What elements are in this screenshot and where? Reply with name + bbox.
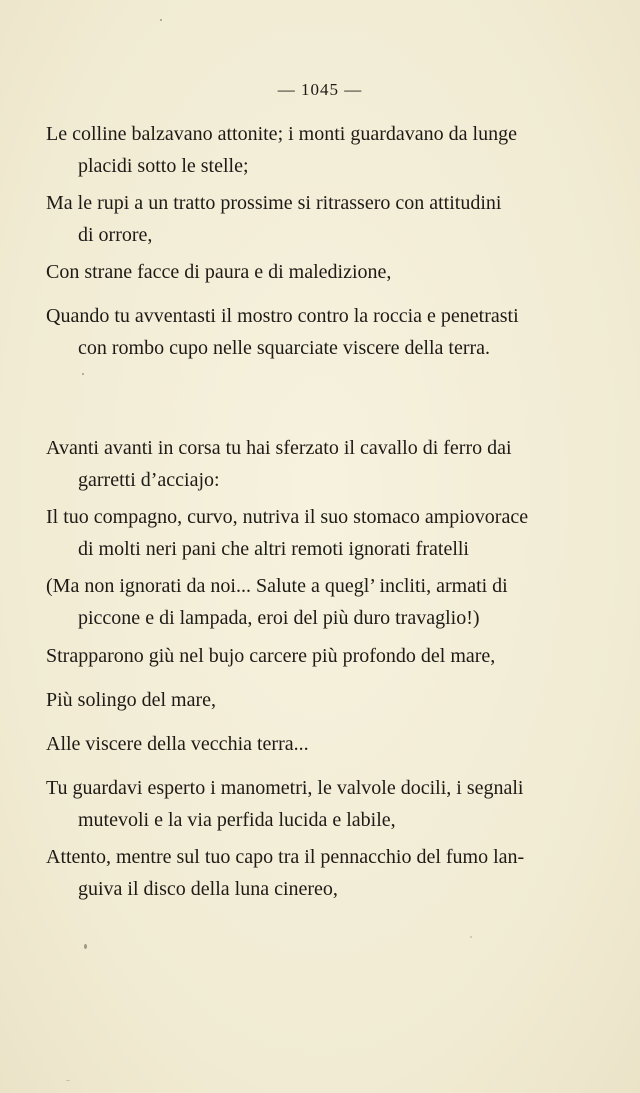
verse-line: Strapparono giù nel bujo carcere più profondo del mare, [46,645,496,667]
verse-line-continuation: di molti neri pani che altri remoti ignorati fratelli [78,538,469,560]
stanza-4 [46,300,566,364]
verse-line-continuation: placidi sotto le stelle; [78,155,249,177]
verse-line-continuation: garretti d’acciajo: [78,469,220,491]
verse-line-continuation: mutevoli e la via perfida lucida e labile, [78,809,396,831]
stanza-6 [46,501,566,565]
verse-line-continuation: di orrore, [78,224,153,246]
verse-line: (Ma non ignorati da noi... Salute a quegl’ incliti, armati di [46,575,508,597]
stanza-7 [46,570,566,634]
verse-line-continuation: con rombo cupo nelle squarciate viscere della terra. [78,337,491,359]
verse-line: Le colline balzavano attonite; i monti guardavano da lunge [46,123,517,145]
ink-speck [160,19,162,21]
verse-line-continuation: piccone e di lampada, eroi del più duro travaglio!) [78,607,480,629]
stanza-11 [46,772,566,836]
verse-line: Alle viscere della vecchia terra... [46,733,309,755]
stanza-5 [46,432,566,496]
verse-line: Quando tu avventasti il mostro contro la roccia e penetrasti [46,305,519,327]
stanza-3 [46,256,566,288]
stanza-9 [46,684,566,716]
stanza-1 [46,118,566,182]
ink-speck [470,936,472,938]
stanza-8 [46,640,566,672]
verse-line: Il tuo compagno, curvo, nutriva il suo stomaco ampiovorace [46,506,529,528]
verse-line: Tu guardavi esperto i manometri, le valvole docili, i segnali [46,777,524,799]
verse-line: Avanti avanti in corsa tu hai sferzato il cavallo di ferro dai [46,437,512,459]
verse-line-continuation: guiva il disco della luna cinereo, [78,878,338,900]
verse-line: Più solingo del mare, [46,689,216,711]
stanza-10 [46,728,566,760]
verse-line: Con strane facce di paura e di maledizione, [46,261,392,283]
verse-line: Ma le rupi a un tratto prossime si ritrassero con attitudini [46,192,502,214]
stanza-2 [46,187,566,251]
verse-line: Attento, mentre sul tuo capo tra il pennacchio del fumo lan- [46,846,525,868]
ink-speck [82,373,84,375]
ink-speck [66,1080,70,1081]
page-number: — 1045 — [277,80,363,99]
stanza-12 [46,841,566,905]
ink-speck [84,944,87,949]
